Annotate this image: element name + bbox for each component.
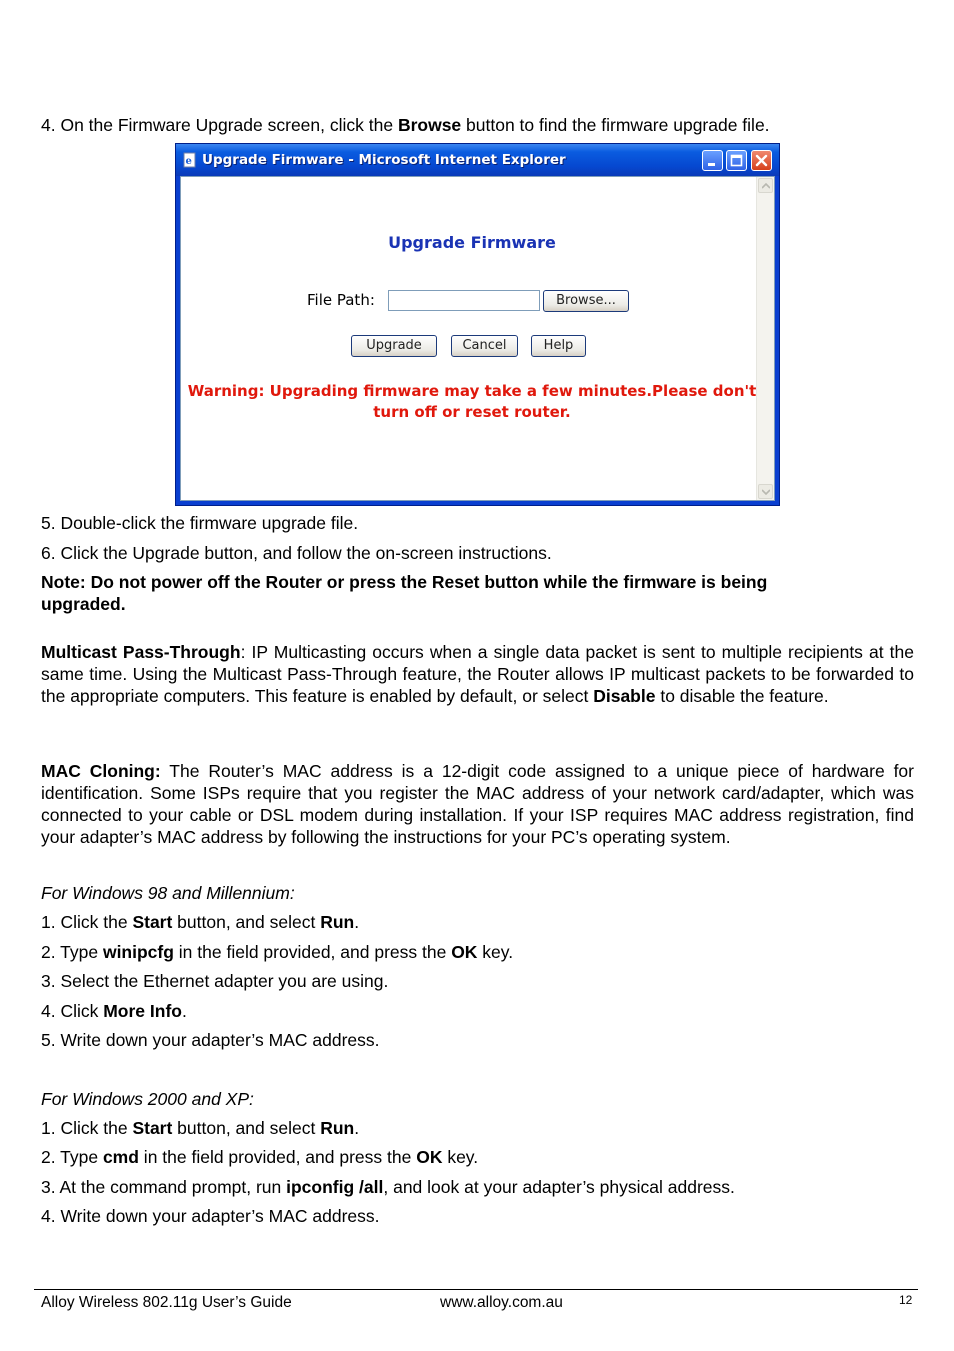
footer-website: www.alloy.com.au <box>440 1294 563 1311</box>
vertical-scrollbar[interactable] <box>756 177 774 500</box>
ie-page-icon <box>182 152 198 168</box>
window-titlebar <box>176 144 779 176</box>
cancel-button[interactable]: Cancel <box>451 335 518 357</box>
firmware-warning: Warning: Upgrading firmware may take a few minutes.Please don't turn off or reset router. <box>187 382 757 421</box>
win2000-step-1: 1. Click the Start button, and select Run. <box>41 1118 360 1138</box>
mac-cloning-term: MAC Cloning: <box>41 761 161 781</box>
page-number: 12 <box>899 1293 913 1307</box>
win98-step-2: 2. Type winipcfg in the field provided, and press the OK key. <box>41 942 514 962</box>
step-5: 5. Double-click the firmware upgrade file. <box>41 513 359 533</box>
win98-step-4: 4. Click More Info. <box>41 1001 187 1021</box>
scroll-up-arrow-icon[interactable] <box>758 178 773 193</box>
browse-term: Browse <box>397 115 462 135</box>
minimize-button[interactable] <box>702 150 723 171</box>
multicast-term: Multicast Pass-Through <box>41 642 241 662</box>
win98-step-5: 5. Write down your adapter’s MAC address. <box>41 1030 380 1050</box>
upgrade-firmware-heading: Upgrade Firmware <box>388 233 556 252</box>
maximize-button[interactable] <box>726 150 747 171</box>
win2000-heading: For Windows 2000 and XP: <box>41 1089 254 1109</box>
win2000-step-2: 2. Type cmd in the field provided, and press the OK key. <box>41 1147 479 1167</box>
file-path-input[interactable] <box>388 290 540 311</box>
window-content <box>180 176 775 501</box>
browse-button[interactable]: Browse... <box>543 290 629 312</box>
svg-text:e: e <box>185 156 192 167</box>
note-line-2: upgraded. <box>41 594 126 614</box>
file-path-label: File Path: <box>307 291 375 309</box>
note-line-1: Note: Do not power off the Router or press the Reset button while the firmware is being <box>41 572 768 592</box>
mac-cloning-paragraph: MAC Cloning: The Router’s MAC address is a 12-digit code assigned to a unique piece of hardware for identification. Some ISPs require that you register the MAC address of your network card/adapter, which was connected to your cable or DSL modem during installation. If your ISP requires MAC address registration, find your adapter’s MAC address by following the instructions for your PC’s operating system. <box>41 761 914 847</box>
win98-step-3: 3. Select the Ethernet adapter you are using. <box>41 971 389 991</box>
scroll-down-arrow-icon[interactable] <box>758 484 773 499</box>
win98-step-1: 1. Click the Start button, and select Run. <box>41 912 360 932</box>
disable-term: Disable <box>593 686 656 706</box>
win2000-step-3: 3. At the command prompt, run ipconfig /all, and look at your adapter’s physical address. <box>41 1177 735 1197</box>
step-4: 4. On the Firmware Upgrade screen, click the Browse button to find the firmware upgrade file. <box>41 115 770 135</box>
window-title: Upgrade Firmware - Microsoft Internet Explorer <box>202 152 566 168</box>
upgrade-firmware-window <box>175 143 780 506</box>
win98-heading: For Windows 98 and Millennium: <box>41 883 295 903</box>
step-6: 6. Click the Upgrade button, and follow the on-screen instructions. <box>41 543 552 563</box>
multicast-paragraph: Multicast Pass-Through: IP Multicasting occurs when a single data packet is sent to multiple recipients at the same time. Using the Multicast Pass-Through feature, the Router allows IP multicast packets to be forwarded to the appropriate computers. This feature is enabled by default, or select Disable to disable the feature. <box>41 642 914 706</box>
upgrade-button[interactable]: Upgrade <box>351 335 437 357</box>
footer-divider <box>34 1289 918 1290</box>
win2000-step-4: 4. Write down your adapter’s MAC address. <box>41 1206 380 1226</box>
close-button[interactable] <box>751 150 772 171</box>
help-button[interactable]: Help <box>531 335 586 357</box>
footer-guide-title: Alloy Wireless 802.11g User’s Guide <box>41 1294 292 1311</box>
